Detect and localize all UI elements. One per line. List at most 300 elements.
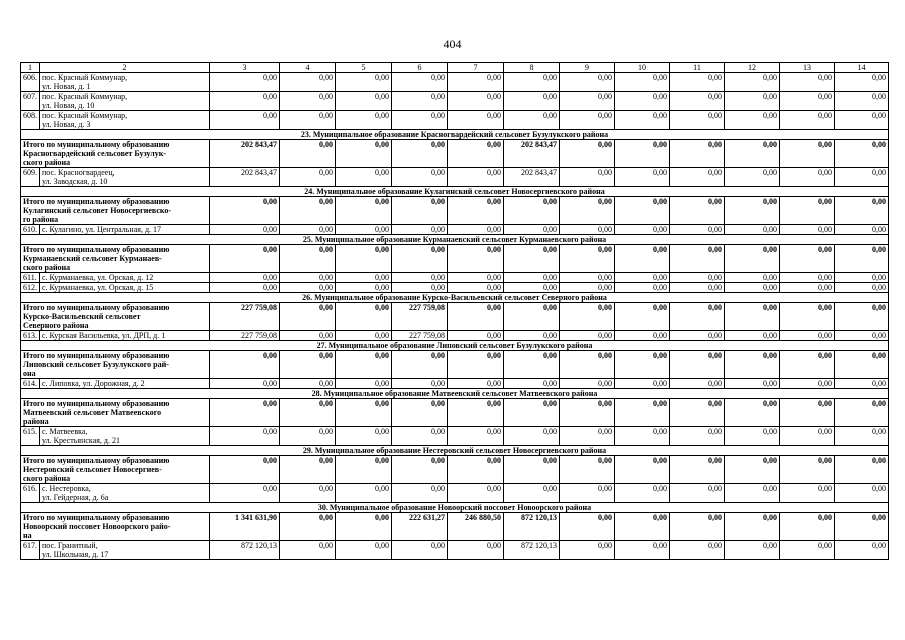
section-header-row <box>21 130 889 140</box>
total-row <box>21 245 889 273</box>
column-header: 8 <box>504 63 560 73</box>
value-cell: 0,00 <box>725 273 780 283</box>
value-cell: 0,00 <box>448 168 504 187</box>
value-cell: 202 843,47 <box>504 168 560 187</box>
value-cell: 0,00 <box>392 283 448 293</box>
value-cell: 0,00 <box>504 303 560 331</box>
value-cell: 0,00 <box>336 456 392 484</box>
table-row <box>21 168 889 187</box>
value-cell: 0,00 <box>725 92 780 111</box>
value-cell: 872 120,13 <box>504 541 560 560</box>
value-cell: 0,00 <box>780 111 835 130</box>
value-cell: 0,00 <box>835 245 889 273</box>
value-cell: 0,00 <box>448 541 504 560</box>
value-cell: 0,00 <box>560 283 615 293</box>
value-cell: 0,00 <box>780 140 835 168</box>
value-cell: 0,00 <box>504 245 560 273</box>
value-cell: 0,00 <box>336 303 392 331</box>
value-cell: 0,00 <box>504 379 560 389</box>
value-cell: 0,00 <box>336 73 392 92</box>
section-title: 24. Муниципальное образование Кулагинский сельсовет Новосергиевского района <box>21 187 889 197</box>
value-cell: 0,00 <box>448 245 504 273</box>
value-cell: 872 120,13 <box>210 541 280 560</box>
value-cell: 0,00 <box>835 456 889 484</box>
value-cell: 0,00 <box>560 73 615 92</box>
column-header: 2 <box>40 63 210 73</box>
value-cell: 0,00 <box>504 111 560 130</box>
data-table <box>20 62 889 560</box>
value-cell: 0,00 <box>210 456 280 484</box>
value-cell: 0,00 <box>392 456 448 484</box>
address-cell: пос. Гранитный, ул. Школьная, д. 17 <box>40 541 210 560</box>
value-cell: 0,00 <box>615 283 670 293</box>
value-cell: 0,00 <box>336 111 392 130</box>
row-number: 612. <box>21 283 40 293</box>
value-cell: 0,00 <box>392 140 448 168</box>
value-cell: 0,00 <box>615 168 670 187</box>
value-cell: 0,00 <box>670 351 725 379</box>
total-row <box>21 351 889 379</box>
value-cell: 0,00 <box>448 73 504 92</box>
address-cell: пос. Красный Коммунар, ул. Новая, д. 10 <box>40 92 210 111</box>
value-cell: 0,00 <box>725 73 780 92</box>
value-cell: 0,00 <box>780 245 835 273</box>
total-row <box>21 399 889 427</box>
value-cell: 0,00 <box>280 92 336 111</box>
value-cell: 0,00 <box>336 427 392 446</box>
value-cell: 0,00 <box>615 140 670 168</box>
value-cell: 0,00 <box>280 111 336 130</box>
value-cell: 0,00 <box>615 427 670 446</box>
value-cell: 0,00 <box>835 379 889 389</box>
value-cell: 0,00 <box>725 245 780 273</box>
value-cell: 0,00 <box>392 379 448 389</box>
value-cell: 0,00 <box>560 111 615 130</box>
value-cell: 0,00 <box>670 379 725 389</box>
value-cell: 0,00 <box>835 273 889 283</box>
address-cell: с. Нестеровка, ул. Гейдерная, д. 6а <box>40 484 210 503</box>
value-cell: 0,00 <box>280 484 336 503</box>
section-title: 30. Муниципальное образование Новоорский поссовет Новоорского района <box>21 503 889 513</box>
column-header: 4 <box>280 63 336 73</box>
value-cell: 0,00 <box>504 73 560 92</box>
value-cell: 0,00 <box>504 283 560 293</box>
value-cell: 0,00 <box>210 351 280 379</box>
value-cell: 0,00 <box>725 427 780 446</box>
value-cell: 0,00 <box>835 73 889 92</box>
value-cell: 0,00 <box>210 427 280 446</box>
value-cell: 0,00 <box>448 379 504 389</box>
value-cell: 0,00 <box>560 303 615 331</box>
value-cell: 0,00 <box>336 484 392 503</box>
value-cell: 0,00 <box>504 273 560 283</box>
value-cell: 0,00 <box>560 273 615 283</box>
total-row <box>21 140 889 168</box>
value-cell: 0,00 <box>835 484 889 503</box>
total-label: Итого по муниципальному образованию Красногвардейский сельсовет Бузулук- ского района <box>21 140 210 168</box>
value-cell: 0,00 <box>835 427 889 446</box>
value-cell: 0,00 <box>615 273 670 283</box>
value-cell: 0,00 <box>560 245 615 273</box>
value-cell: 0,00 <box>336 225 392 235</box>
value-cell: 0,00 <box>280 168 336 187</box>
value-cell: 0,00 <box>670 513 725 541</box>
value-cell: 227 759,08 <box>210 303 280 331</box>
value-cell: 0,00 <box>280 379 336 389</box>
value-cell: 0,00 <box>448 92 504 111</box>
value-cell: 0,00 <box>336 399 392 427</box>
value-cell: 0,00 <box>392 245 448 273</box>
value-cell: 0,00 <box>504 197 560 225</box>
value-cell: 0,00 <box>615 331 670 341</box>
value-cell: 0,00 <box>392 111 448 130</box>
value-cell: 0,00 <box>210 379 280 389</box>
total-label: Итого по муниципальному образованию Липовский сельсовет Бузулукского рай- она <box>21 351 210 379</box>
value-cell: 0,00 <box>725 541 780 560</box>
value-cell: 0,00 <box>560 427 615 446</box>
value-cell: 0,00 <box>835 92 889 111</box>
table-row <box>21 427 889 446</box>
table-row <box>21 484 889 503</box>
value-cell: 0,00 <box>336 513 392 541</box>
value-cell: 0,00 <box>336 541 392 560</box>
value-cell: 0,00 <box>725 225 780 235</box>
value-cell: 0,00 <box>280 427 336 446</box>
value-cell: 0,00 <box>615 92 670 111</box>
value-cell: 0,00 <box>835 331 889 341</box>
value-cell: 872 120,13 <box>504 513 560 541</box>
value-cell: 0,00 <box>504 399 560 427</box>
column-header: 10 <box>615 63 670 73</box>
value-cell: 0,00 <box>670 73 725 92</box>
value-cell: 0,00 <box>560 225 615 235</box>
value-cell: 0,00 <box>336 92 392 111</box>
value-cell: 0,00 <box>392 273 448 283</box>
value-cell: 0,00 <box>210 111 280 130</box>
value-cell: 0,00 <box>670 245 725 273</box>
value-cell: 0,00 <box>780 484 835 503</box>
value-cell: 0,00 <box>615 484 670 503</box>
total-label: Итого по муниципальному образованию Кулагинский сельсовет Новосергиевско- го района <box>21 197 210 225</box>
value-cell: 0,00 <box>392 484 448 503</box>
value-cell: 0,00 <box>448 273 504 283</box>
value-cell: 0,00 <box>280 331 336 341</box>
table-row <box>21 379 889 389</box>
value-cell: 0,00 <box>725 456 780 484</box>
value-cell: 0,00 <box>725 197 780 225</box>
table-row <box>21 73 889 92</box>
value-cell: 0,00 <box>210 92 280 111</box>
value-cell: 0,00 <box>448 197 504 225</box>
row-number: 617. <box>21 541 40 560</box>
row-number: 606. <box>21 73 40 92</box>
value-cell: 0,00 <box>835 399 889 427</box>
value-cell: 0,00 <box>780 379 835 389</box>
value-cell: 0,00 <box>725 379 780 389</box>
value-cell: 0,00 <box>210 245 280 273</box>
value-cell: 0,00 <box>504 225 560 235</box>
value-cell: 0,00 <box>392 351 448 379</box>
value-cell: 0,00 <box>392 92 448 111</box>
value-cell: 0,00 <box>448 225 504 235</box>
value-cell: 0,00 <box>615 456 670 484</box>
address-cell: пос. Красногвардеец, ул. Заводская, д. 10 <box>40 168 210 187</box>
row-number: 607. <box>21 92 40 111</box>
value-cell: 0,00 <box>280 303 336 331</box>
value-cell: 0,00 <box>210 197 280 225</box>
address-cell: пос. Красный Коммунар, ул. Новая, д. 3 <box>40 111 210 130</box>
value-cell: 0,00 <box>280 351 336 379</box>
value-cell: 0,00 <box>835 283 889 293</box>
total-label: Итого по муниципальному образованию Курско-Васильевский сельсовет Северного района <box>21 303 210 331</box>
section-header-row <box>21 389 889 399</box>
total-label: Итого по муниципальному образованию Матвеевский сельсовет Матвеевского района <box>21 399 210 427</box>
value-cell: 0,00 <box>780 303 835 331</box>
value-cell: 0,00 <box>835 111 889 130</box>
value-cell: 0,00 <box>336 245 392 273</box>
value-cell: 0,00 <box>780 92 835 111</box>
value-cell: 0,00 <box>504 456 560 484</box>
total-row <box>21 303 889 331</box>
section-title: 23. Муниципальное образование Красногвардейский сельсовет Бузулукского района <box>21 130 889 140</box>
address-cell: с. Курманаевка, ул. Орская, д. 12 <box>40 273 210 283</box>
address-cell: с. Матвеевка, ул. Крестьянская, д. 21 <box>40 427 210 446</box>
value-cell: 0,00 <box>392 73 448 92</box>
value-cell: 0,00 <box>670 331 725 341</box>
value-cell: 0,00 <box>560 484 615 503</box>
value-cell: 0,00 <box>780 331 835 341</box>
value-cell: 0,00 <box>780 541 835 560</box>
value-cell: 0,00 <box>780 399 835 427</box>
value-cell: 0,00 <box>448 484 504 503</box>
column-header: 7 <box>448 63 504 73</box>
table-row <box>21 331 889 341</box>
table-row <box>21 283 889 293</box>
column-header: 14 <box>835 63 889 73</box>
row-number: 610. <box>21 225 40 235</box>
total-row <box>21 197 889 225</box>
section-header-row <box>21 503 889 513</box>
value-cell: 0,00 <box>615 379 670 389</box>
value-cell: 0,00 <box>780 283 835 293</box>
value-cell: 202 843,47 <box>210 168 280 187</box>
value-cell: 0,00 <box>725 140 780 168</box>
value-cell: 0,00 <box>615 303 670 331</box>
row-number: 609. <box>21 168 40 187</box>
value-cell: 0,00 <box>392 168 448 187</box>
value-cell: 0,00 <box>560 168 615 187</box>
value-cell: 0,00 <box>448 399 504 427</box>
value-cell: 0,00 <box>210 73 280 92</box>
value-cell: 0,00 <box>210 484 280 503</box>
value-cell: 0,00 <box>336 379 392 389</box>
section-title: 26. Муниципальное образование Курско-Васильевский сельсовет Северного района <box>21 293 889 303</box>
table-row <box>21 111 889 130</box>
section-title: 25. Муниципальное образование Курманаевский сельсовет Курманаевского района <box>21 235 889 245</box>
section-header-row <box>21 446 889 456</box>
value-cell: 0,00 <box>670 140 725 168</box>
row-number: 608. <box>21 111 40 130</box>
value-cell: 0,00 <box>448 427 504 446</box>
value-cell: 0,00 <box>615 73 670 92</box>
value-cell: 0,00 <box>725 513 780 541</box>
value-cell: 222 631,27 <box>392 513 448 541</box>
table-row <box>21 273 889 283</box>
total-label: Итого по муниципальному образованию Новоорский поссовет Новоорского райо- на <box>21 513 210 541</box>
value-cell: 0,00 <box>448 140 504 168</box>
address-cell: с. Курская Васильевка, ул. ДРП, д. 1 <box>40 331 210 341</box>
value-cell: 0,00 <box>670 484 725 503</box>
table-row <box>21 541 889 560</box>
row-number: 613. <box>21 331 40 341</box>
value-cell: 0,00 <box>725 484 780 503</box>
value-cell: 0,00 <box>670 111 725 130</box>
address-cell: пос. Красный Коммунар, ул. Новая, д. 1 <box>40 73 210 92</box>
value-cell: 0,00 <box>725 168 780 187</box>
value-cell: 0,00 <box>615 399 670 427</box>
value-cell: 0,00 <box>835 168 889 187</box>
value-cell: 0,00 <box>670 168 725 187</box>
row-number: 614. <box>21 379 40 389</box>
value-cell: 0,00 <box>725 351 780 379</box>
value-cell: 0,00 <box>560 541 615 560</box>
value-cell: 0,00 <box>336 168 392 187</box>
value-cell: 0,00 <box>280 399 336 427</box>
value-cell: 0,00 <box>560 379 615 389</box>
value-cell: 0,00 <box>504 92 560 111</box>
value-cell: 0,00 <box>725 399 780 427</box>
value-cell: 1 341 631,90 <box>210 513 280 541</box>
value-cell: 0,00 <box>448 331 504 341</box>
value-cell: 0,00 <box>670 541 725 560</box>
value-cell: 0,00 <box>280 513 336 541</box>
value-cell: 246 880,50 <box>448 513 504 541</box>
value-cell: 0,00 <box>835 541 889 560</box>
value-cell: 0,00 <box>280 541 336 560</box>
row-number: 611. <box>21 273 40 283</box>
value-cell: 227 759,08 <box>392 303 448 331</box>
value-cell: 0,00 <box>560 456 615 484</box>
address-cell: с. Липовка, ул. Дорожная, д. 2 <box>40 379 210 389</box>
value-cell: 0,00 <box>392 427 448 446</box>
value-cell: 0,00 <box>280 73 336 92</box>
value-cell: 0,00 <box>780 168 835 187</box>
column-header: 9 <box>560 63 615 73</box>
value-cell: 0,00 <box>725 111 780 130</box>
value-cell: 0,00 <box>670 225 725 235</box>
column-header: 13 <box>780 63 835 73</box>
value-cell: 0,00 <box>560 351 615 379</box>
total-row <box>21 513 889 541</box>
value-cell: 0,00 <box>392 225 448 235</box>
address-cell: с. Кулагино, ул. Центральная, д. 17 <box>40 225 210 235</box>
total-label: Итого по муниципальному образованию Курманаевский сельсовет Курманаев- ского района <box>21 245 210 273</box>
value-cell: 0,00 <box>560 92 615 111</box>
value-cell: 0,00 <box>670 399 725 427</box>
column-header: 1 <box>21 63 40 73</box>
value-cell: 0,00 <box>280 225 336 235</box>
value-cell: 0,00 <box>670 303 725 331</box>
value-cell: 0,00 <box>560 197 615 225</box>
value-cell: 0,00 <box>670 456 725 484</box>
value-cell: 0,00 <box>336 283 392 293</box>
value-cell: 0,00 <box>780 351 835 379</box>
value-cell: 227 759,08 <box>210 331 280 341</box>
column-header: 12 <box>725 63 780 73</box>
row-number: 615. <box>21 427 40 446</box>
value-cell: 0,00 <box>615 541 670 560</box>
value-cell: 0,00 <box>504 427 560 446</box>
value-cell: 0,00 <box>210 399 280 427</box>
value-cell: 202 843,47 <box>210 140 280 168</box>
value-cell: 0,00 <box>780 456 835 484</box>
value-cell: 0,00 <box>615 225 670 235</box>
value-cell: 0,00 <box>210 225 280 235</box>
value-cell: 0,00 <box>336 351 392 379</box>
value-cell: 227 759,08 <box>392 331 448 341</box>
value-cell: 0,00 <box>615 197 670 225</box>
value-cell: 0,00 <box>210 283 280 293</box>
value-cell: 202 843,47 <box>504 140 560 168</box>
value-cell: 0,00 <box>780 427 835 446</box>
section-title: 29. Муниципальное образование Нестеровский сельсовет Новосергиевского района <box>21 446 889 456</box>
value-cell: 0,00 <box>280 197 336 225</box>
value-cell: 0,00 <box>780 513 835 541</box>
column-header: 6 <box>392 63 448 73</box>
value-cell: 0,00 <box>615 111 670 130</box>
value-cell: 0,00 <box>835 225 889 235</box>
value-cell: 0,00 <box>448 456 504 484</box>
value-cell: 0,00 <box>835 513 889 541</box>
value-cell: 0,00 <box>725 303 780 331</box>
value-cell: 0,00 <box>280 140 336 168</box>
value-cell: 0,00 <box>210 273 280 283</box>
section-title: 27. Муниципальное образование Липовский сельсовет Бузулукского района <box>21 341 889 351</box>
value-cell: 0,00 <box>560 513 615 541</box>
address-cell: с. Курманаевка, ул. Орская, д. 15 <box>40 283 210 293</box>
section-header-row <box>21 293 889 303</box>
value-cell: 0,00 <box>280 245 336 273</box>
value-cell: 0,00 <box>725 331 780 341</box>
value-cell: 0,00 <box>392 399 448 427</box>
value-cell: 0,00 <box>448 351 504 379</box>
value-cell: 0,00 <box>835 351 889 379</box>
value-cell: 0,00 <box>560 399 615 427</box>
value-cell: 0,00 <box>504 351 560 379</box>
header-row <box>21 63 889 73</box>
column-header: 3 <box>210 63 280 73</box>
value-cell: 0,00 <box>448 111 504 130</box>
value-cell: 0,00 <box>615 245 670 273</box>
value-cell: 0,00 <box>504 331 560 341</box>
value-cell: 0,00 <box>670 197 725 225</box>
value-cell: 0,00 <box>280 456 336 484</box>
value-cell: 0,00 <box>560 140 615 168</box>
value-cell: 0,00 <box>835 197 889 225</box>
value-cell: 0,00 <box>835 140 889 168</box>
value-cell: 0,00 <box>336 331 392 341</box>
section-header-row <box>21 235 889 245</box>
table-row <box>21 92 889 111</box>
value-cell: 0,00 <box>780 225 835 235</box>
value-cell: 0,00 <box>336 197 392 225</box>
value-cell: 0,00 <box>336 273 392 283</box>
value-cell: 0,00 <box>670 427 725 446</box>
value-cell: 0,00 <box>392 197 448 225</box>
total-row <box>21 456 889 484</box>
column-header: 5 <box>336 63 392 73</box>
column-header: 11 <box>670 63 725 73</box>
